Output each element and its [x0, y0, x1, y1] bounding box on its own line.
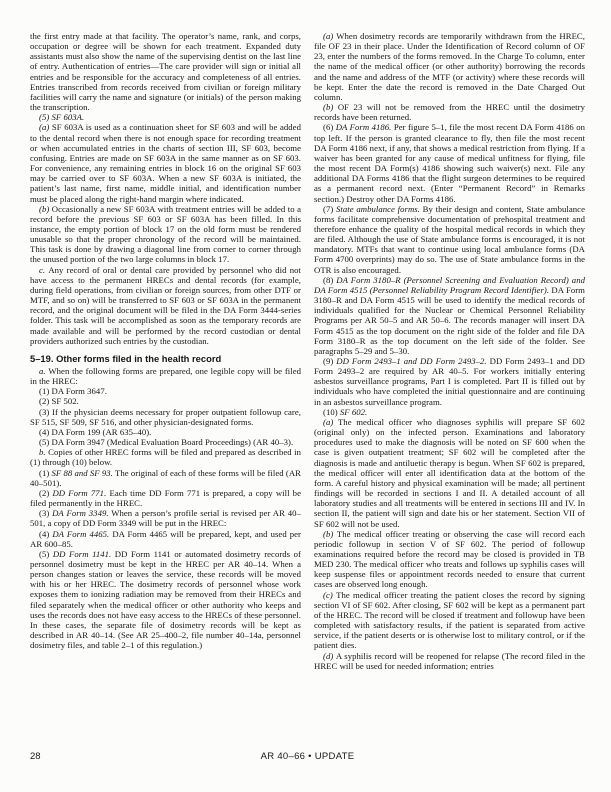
text-run: OF 23 will not be removed from the HREC until the dosimetry records have been returned.: [314, 102, 585, 123]
paragraph: [314, 102, 585, 122]
paragraph: [314, 122, 585, 203]
text-run: When the following forms are prepared, one legible copy will be filed in the HREC:: [30, 366, 301, 387]
paragraph: [30, 31, 301, 112]
text-run: SF 88 and SF 93.: [51, 467, 113, 478]
paragraph: [30, 204, 301, 265]
text-run: DD Form 2493–1 and DD Form 2493–2 are required by AR 40–5. For workers initially entering asbestos surveillance programs, Part I is completed. Part II is filled out by individuals who have completed the initial questionnaire and are continuing in an asbestos surveillance program.: [314, 356, 585, 407]
text-run: The medical officer treating or observing the case will record each periodic followup in section V of SF 602. The period of followup examinations required before the record may be closed is provided in TB MED 230. The medical officer who treats and follows up syphilis cases will keep suspense files or appointment records needed to ensure that current cases are observed long enough.: [314, 528, 585, 590]
text-run: (b): [39, 203, 52, 214]
paragraph: [30, 549, 301, 651]
text-run: (b): [323, 528, 337, 539]
paragraph: [30, 529, 301, 549]
text-run: DA Form 4186.: [335, 122, 392, 133]
text-run: (6): [323, 122, 336, 133]
text-run: (3): [39, 508, 53, 519]
footer-doc-id: AR 40–66 • UPDATE: [260, 751, 355, 762]
text-run: (2): [39, 487, 53, 498]
text-run: SF 602.: [339, 406, 368, 417]
paragraph: [30, 427, 301, 437]
paragraph: [30, 437, 301, 447]
paragraph: [314, 407, 585, 417]
text-run: (1) DA Form 3647.: [39, 386, 107, 397]
paragraph: [314, 31, 585, 102]
text-run: DD Form 1141 or automated dosimetry records of personnel dosimetry must be kept in the HREC per AR 40–14. When a person changes station or leaves the service, these records will be moved with his or her HREC. The dosimetry records of personnel whose work exposes them to ionizing radiation may be removed from their HRECs and filed separately when the medical officer or other authority who keeps and uses the records does not have easy access to the HRECs of these personnel. In these cases, the separate file of dosimetry records will be kept as described in AR 40–14. (See AR 25–400–2, file number 40–14a, personnel dosimetry files, and table 2–1 of this regulation.): [30, 548, 301, 651]
text-run: The medical officer treating the patient closes the record by signing section VI of SF 602. After closing, SF 602 will be kept as a permanent part of the HREC. The record will be closed if treatment and followup have been completed with satisfactory results, if the patient is separated from active service, if the patient deserts or is otherwise lost to military control, or if the patient dies.: [314, 589, 586, 651]
text-run: Per figure 5–1, file the most recent DA Form 4186 on top left. If the person is granted clearance to fly, then file the most recent DA Form 4186 next, if any, that shows a medical restriction from flying. If a waiver has been granted for any cause of medical unfitness for flying, file the most recent DA Form(s) 4186 showing such waiver(s) next. File any additional DA Forms 4186 that the flight surgeon determines to be required as a permanent record next. (Enter “Permanent Record” in Remarks section.) Destroy other DA Forms 4186.: [314, 122, 585, 204]
text-run: c.: [39, 264, 49, 275]
paragraph: [314, 204, 585, 275]
section-heading: 5–19. Other forms filed in the health record: [30, 352, 222, 364]
text-run: (b): [323, 102, 338, 113]
text-run: (1): [39, 467, 52, 478]
text-run: A syphilis record will be reopened for relapse (The record filed in the HREC will be used for needed information; entries: [314, 650, 585, 671]
text-run: SF 603A is used as a continuation sheet for SF 603 and will be added to the dental record when there is not enough space for recording treatment or when accumulated entries in the charts of section III, SF 603, become confusing. Entries are made on SF 603A in the same manner as on SF 603. For convenience, any remaining entries in block 16 on the original SF 603 may be carried over to SF 603A. When a new SF 603A is initiated, the patient’s last name, first name, middle initial, and identification number must be placed along the right-hand margin where indicated.: [30, 122, 301, 204]
text-run: DA Form 4465.: [52, 528, 110, 539]
text-run: (10): [323, 406, 340, 417]
text-run: (d): [323, 650, 336, 661]
paragraph: [30, 468, 301, 488]
text-run: (3) If the physician deems necessary for proper outpatient followup care, SF 515, SF 509, SF 516, and other physician-designated forms.: [30, 406, 301, 427]
text-columns: [30, 31, 585, 671]
paragraph: [30, 508, 301, 528]
paragraph: [30, 396, 301, 406]
paragraph: [30, 112, 301, 122]
paragraph: [314, 529, 585, 590]
text-run: (7): [323, 203, 337, 214]
text-run: DA Form 4465 will be prepared, kept, and used per AR 600–85.: [30, 528, 301, 549]
paragraph: [314, 651, 585, 671]
paragraph: [30, 122, 301, 203]
text-run: (a): [39, 122, 52, 133]
text-run: (a): [323, 31, 337, 41]
text-run: Each time DD Form 771 is prepared, a copy will be filed permanently in the HREC.: [30, 487, 301, 509]
page-number: 28: [30, 751, 41, 762]
text-run: (8): [323, 274, 337, 285]
text-run: (a): [323, 416, 338, 427]
text-run: By their design and content, State ambulance forms facilitate comprehensive documentation of prehospital treatment and therefore enhance the quality of the hospital medical records in which they are filed. Although the use of State ambulance forms is encouraged, it is not mandatory. MTFs that want to continue using local ambulance forms (DA Form 4700 overprints) may do so. The use of State ambulance forms in the OTR is also encouraged.: [314, 203, 585, 275]
text-run: (5): [39, 548, 53, 559]
text-run: DD Form 1141.: [52, 548, 112, 559]
text-run: The medical officer who diagnoses syphilis will prepare SF 602 (original only) on the infected person. Examinations and laboratory procedures used to make the diagnosis will be noted on SF 600 when the case is given outpatient treatment; SF 602 will be completed after the diagnosis is made and antiluetic therapy is begun. When SF 602 is prepared, the medical officer will enter all identification data at the bottom of the form. A careful history and physical examination will be made; all pertinent findings will be recorded in sections I and II. A detailed account of all laboratory studies and all treatments will be entered in sections III and IV. In section II, the patient will sign and date his or her statement. Section VII of SF 602 will not be used.: [314, 416, 585, 529]
text-run: (4) DA Form 199 (AR 635–40).: [39, 426, 152, 437]
text-run: (4): [39, 528, 53, 539]
paragraph: [30, 366, 301, 386]
text-run: (5) SF 603A.: [39, 112, 85, 123]
left-column: [30, 31, 301, 671]
text-run: DD Form 771.: [52, 487, 107, 498]
text-run: Occasionally a new SF 603A with treatment entries will be added to a record before the previous SF 603 or SF 603A has been filled. In this instance, the empty portion of block 17 on the old form must be rendered unusable so that the proper chronology of the record will be maintained. This task is done by drawing a diagonal line from corner to corner through the unused portion of the two large columns in block 17.: [30, 203, 301, 265]
text-run: b.: [39, 447, 49, 458]
text-run: the first entry made at that facility. The operator’s name, rank, and corps, occupation or degree will be shown for each treatment. Expanded duty assistants must also show the name of the supervising dentist on the last line of entry. Authentication of entries—The care provider will sign or initial all entries and be responsible for the accuracy and completeness of all entries. Entries transcribed from records received from civilian or foreign military facilities will carry the name and signature (or initials) of the person making the transcription.: [30, 31, 301, 113]
text-run: When dosimetry records are temporarily withdrawn from the HREC, file OF 23 in their place. Under the Identification of Record column of OF 23, enter the numbers of the forms removed. In the Charge To column, enter the name of the medical officer (or other authority) borrowing the records and the name and address of the MTF (or activity) where these records will be kept. Enter the date the record is removed in the Date Charged Out column.: [314, 31, 585, 102]
text-run: DD Form 2493–1 and DD Form 2493–2.: [336, 356, 487, 366]
right-column: [314, 31, 585, 671]
paragraph: [30, 386, 301, 396]
text-run: When a person’s profile serial is revised per AR 40–501, a copy of DD Form 3349 will be put in the HREC:: [30, 508, 301, 529]
paragraph: [314, 417, 585, 529]
paragraph: [30, 265, 301, 346]
text-run: Copies of other HREC forms will be filed and prepared as described in (1) through (10) below.: [30, 447, 302, 468]
text-run: The original of each of these forms will be filed (AR 40–501).: [30, 467, 301, 488]
paragraph: [314, 275, 585, 356]
paragraph: [314, 590, 585, 651]
text-run: a.: [39, 366, 49, 376]
text-run: DA Form 3349.: [52, 508, 109, 519]
paragraph: [30, 488, 301, 508]
text-run: DA Form 3180–R (Personnel Screening and Evaluation Record) and DA Form 4515 (Personnel Reliability Program Record Identifier).: [314, 274, 585, 295]
text-run: DA Form 3180–R and DA Form 4515 will be used to identify the medical records of individuals qualified for the Nuclear or Chemical Personnel Reliability Programs per AR 50–5 and AR 50–6. The records manager will insert DA Form 4515 as the top document on the right side of the folder and file DA Form 3180–R as the top document on the left side of the folder. See paragraphs 5–29 and 5–30.: [314, 284, 585, 356]
page-footer: [30, 751, 585, 765]
paragraph: [314, 356, 585, 407]
text-run: (2) SF 502.: [39, 396, 79, 407]
text-run: (9): [323, 356, 337, 366]
text-run: State ambulance forms.: [336, 203, 420, 214]
paragraph: [30, 447, 301, 467]
text-run: (5) DA Form 3947 (Medical Evaluation Board Proceedings) (AR 40–3).: [39, 437, 294, 448]
text-run: (c): [323, 589, 337, 600]
text-run: Any record of oral or dental care provided by personnel who did not have access to the permanent HRECs and dental records (for example, during field operations, from civilian or foreign sources, from other DTF or MTF, and so on) will be transferred to SF 603 or SF 603A in the permanent record, and the original document will be filed in the DA Form 3444-series folder. This task will be accomplished as soon as the temporary records are made available and will be performed by the record custodian or dental providers authorized such entries by the custodian.: [30, 264, 301, 346]
paragraph: [30, 407, 301, 427]
